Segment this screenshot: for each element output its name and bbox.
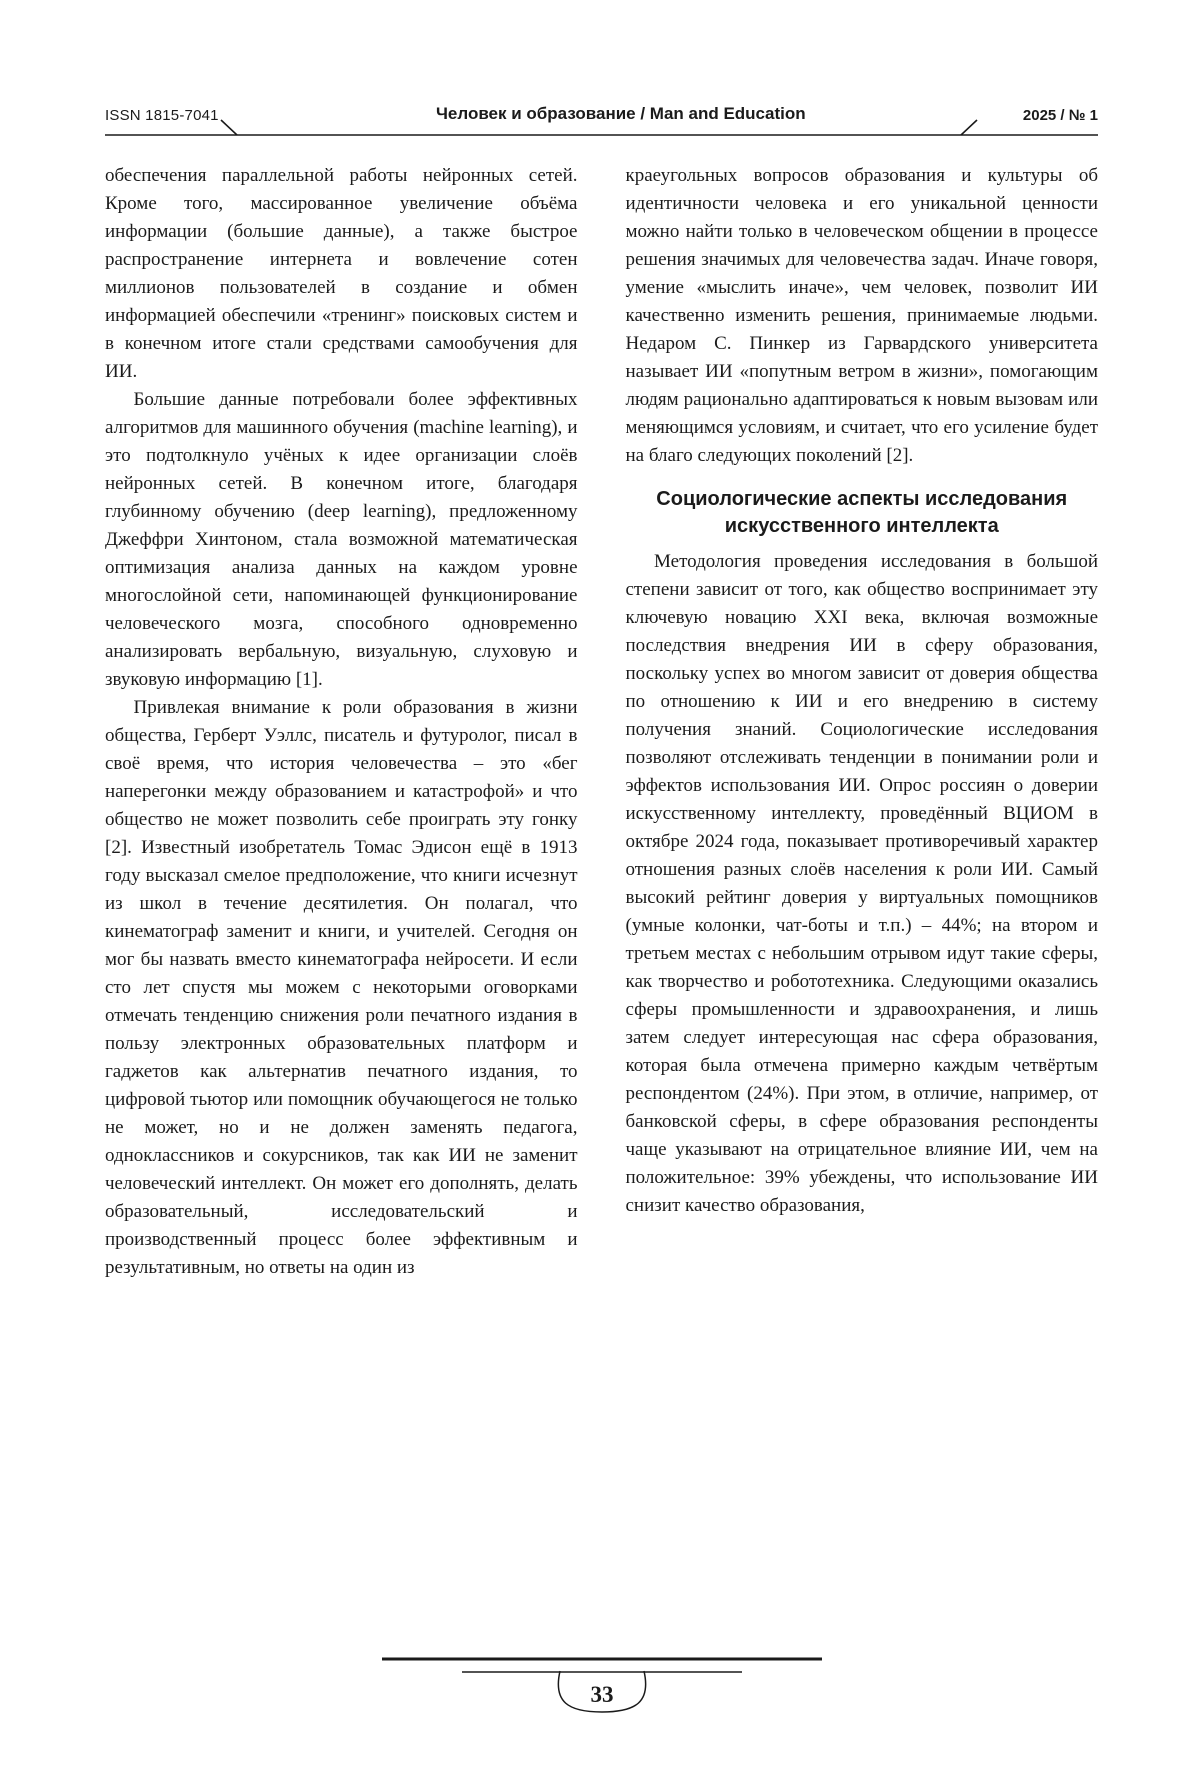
section-heading: Социологические аспекты исследования искусственного интеллекта — [656, 488, 1068, 537]
issue-label: 2025 / № 1 — [1022, 107, 1098, 124]
right-column — [626, 162, 1099, 1631]
header-rule — [105, 118, 1098, 136]
article-body — [105, 162, 1098, 1631]
page-header — [105, 82, 1098, 136]
paragraph: Большие данные потребовали более эффективных алгоритмов для машинного обучения (machine learning), и это подтолкнуло учёных к идее организации слоёв нейронных сетей. В конечном итоге, благодаря глубинному обучению (deep learning), предложенному Джеффри Хинтоном, стала возможной математическая оптимизация анализа данных на каждом уровне многослойной сети, напоминающей функционирование человеческого мозга, способного одновременно анализировать вербальную, визуальную, слуховую и звуковую информацию [1]. — [105, 389, 578, 690]
issn-label: ISSN 1815-7041 — [105, 107, 219, 124]
paragraph: Привлекая внимание к роли образования в жизни общества, Герберт Уэллс, писатель и футуролог, писал в своё время, что история человечества – это «бег наперегонки между образованием и катастрофой» и что общество не может позволить себе проиграть эту гонку [2]. Известный изобретатель Томас Эдисон ещё в 1913 году высказал смелое предположение, что книги исчезнут из школ в течение десятилетия. Он полагал, что кинематограф заменит и книги, и учителей. Сегодня он мог бы назвать вместо кинематографа нейросети. И если сто лет спустя мы можем с некоторыми оговорками отмечать тенденцию снижения роли печатного издания в пользу электронных образовательных платформ и гаджетов как альтернатив печатного издания, то цифровой тьютор или помощник обучающегося не только не может, но и не должен заменять педагога, одноклассников и сокурсников, так как ИИ не заменит человеческий интеллект. Он может его дополнять, делать образовательный, исследовательский и производственный процесс более эффективным и результативным, но ответы на один из — [105, 697, 578, 1278]
left-column — [105, 162, 578, 1631]
page-footer — [105, 1631, 1098, 1719]
paragraph: обеспечения параллельной работы нейронных сетей. Кроме того, массированное увеличение объёма информации (большие данные), а также быстрое распространение интернета и вовлечение сотен миллионов пользователей в создание и обмен информацией обеспечили «тренинг» поисковых систем и в конечном итоге стали средствами самообучения для ИИ. — [105, 165, 578, 382]
footer-ornament — [382, 1655, 822, 1719]
journal-title: Человек и образование / Man and Education — [435, 104, 806, 123]
paragraph: Методология проведения исследования в большой степени зависит от того, как общество воспринимает эту ключевую новацию XXI века, включая возможные последствия внедрения ИИ в сферу образования, поскольку успех во многом зависит от доверия общества по отношению к ИИ и его внедрению в систему получения знаний. Социологические исследования позволяют отслеживать тенденции в понимании роли и эффектов использования ИИ. Опрос россиян о доверии искусственному интеллекту, проведённый ВЦИОМ в октябре 2024 года, показывает противоречивый характер отношения разных слоёв населения к роли ИИ. Самый высокий рейтинг доверия у виртуальных помощников (умные колонки, чат-боты и т.п.) – 44%; на втором и третьем местах с небольшим отрывом идут такие сферы, как творчество и робототехника. Следующими оказались сферы промышленности и здравоохранения, и лишь затем следует интересующая нас сфера образования, которая была отмечена примерно каждым четвёртым респондентом (24%). При этом, в отличие, например, от банковской сферы, в сфере образования респонденты чаще указывают на отрицательное влияние ИИ, чем на положительное: 39% убеждены, что использование ИИ снизит качество образования, — [625, 551, 1098, 1216]
paragraph: краеугольных вопросов образования и культуры об идентичности человека и его уникальной ценности можно найти только в человеческом общении в процессе решения значимых для человечества задач. Иначе говоря, умение «мыслить иначе», чем человек, позволит ИИ качественно изменить решения, принимаемые людьми. Недаром С. Пинкер из Гарвардского университета называет ИИ «попутным ветром в жизни», помогающим людям рационально адаптироваться к новым вызовам или меняющимся условиям, и считает, что его усиление будет на благо следующих поколений [2]. — [625, 165, 1098, 466]
page-number: 33 — [590, 1682, 613, 1707]
